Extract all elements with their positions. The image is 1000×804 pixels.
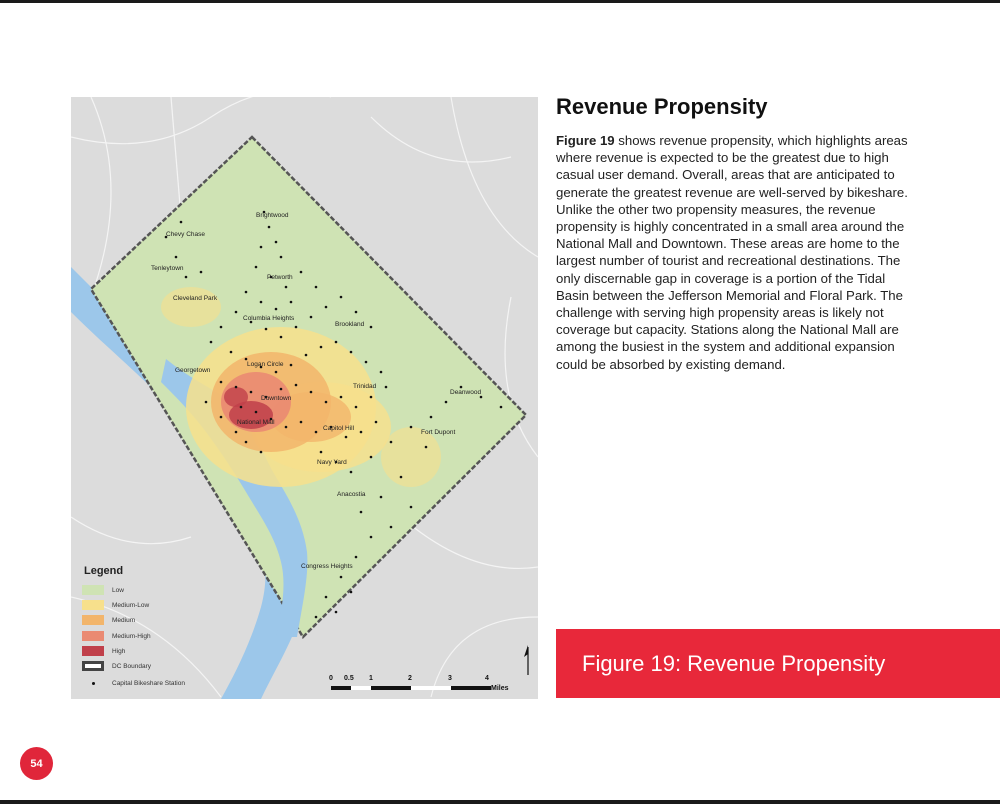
label-cleveland-park: Cleveland Park [173,295,218,302]
north-arrow-icon [524,645,528,675]
label-georgetown: Georgetown [175,367,211,374]
legend-swatch [82,646,104,656]
legend-swatch [82,615,104,625]
label-navy-yard: Navy Yard [317,459,347,466]
label-logan-circle: Logan Circle [247,361,284,368]
legend-item-high [82,645,125,657]
figure-caption-box [556,629,1000,698]
legend-item-bikeshare-station [82,677,185,689]
label-congress-heights: Congress Heights [301,563,353,570]
legend-label: Medium-High [112,632,151,640]
scale-tick-0-5: 0.5 [344,675,354,682]
station-dot-icon [82,678,104,688]
section-title: Revenue Propensity [556,94,768,119]
legend-title: Legend [84,565,124,577]
legend-item-low [82,584,124,596]
legend-item-medium [82,614,135,626]
scale-tick-2: 2 [408,675,412,682]
figure-reference: Figure 19 [556,133,615,148]
legend-item-medium-low [82,599,149,611]
scale-tick-1: 1 [369,675,373,682]
legend-label: Medium-Low [112,601,150,609]
page-number-badge: 54 [20,747,53,780]
bottom-rule [0,800,1000,804]
legend-label: Capital Bikeshare Station [112,679,185,687]
label-chevy-chase: Chevy Chase [166,231,206,238]
label-capitol-hill: Capitol Hill [323,425,355,432]
label-columbia-heights: Columbia Heights [243,315,295,322]
scale-unit: Miles [491,685,509,692]
label-downtown: Downtown [261,395,292,402]
legend-swatch [82,631,104,641]
label-tenleytown: Tenleytown [151,265,184,272]
figure-caption: Figure 19: Revenue Propensity [582,651,886,676]
label-deanwood: Deanwood [450,389,482,396]
legend-swatch [82,661,104,671]
label-brightwood: Brightwood [256,212,289,219]
label-national-mall: National Mall [237,419,275,426]
body-paragraph [556,132,918,373]
scale-tick-0: 0 [329,675,333,682]
scale-tick-4: 4 [485,675,489,682]
label-fort-dupont: Fort Dupont [421,429,456,436]
legend-item-dc-boundary [82,660,151,672]
label-brookland: Brookland [335,321,365,328]
label-trinidad: Trinidad [353,383,377,390]
legend-item-medium-high [82,630,151,642]
legend-swatch [82,585,104,595]
scale-tick-3: 3 [448,675,452,682]
label-anacostia: Anacostia [337,491,366,498]
legend-label: High [112,647,126,655]
label-petworth: Petworth [267,274,293,281]
legend-swatch [82,600,104,610]
legend-label: Low [112,586,124,594]
top-rule [0,0,1000,3]
scale-bar [331,686,491,690]
legend-label: DC Boundary [112,662,152,670]
legend-label: Medium [112,616,136,624]
body-text: shows revenue propensity, which highlights areas where revenue is expected to be the greatest due to high casual user demand. Overall, areas that are anticipated to generate the greatest revenue are well-served by bikeshare. Unlike the other two propensity measures, the revenue propensity is highly concentrated in a small area around the National Mall and Downtown. These areas are home to the largest number of tourist and recreational destinations. The only discernable gap in coverage is a portion of the Tidal Basin between the Jefferson Memorial and Floral Park. The challenge with serving high propensity areas is likely not coverage but capacity. Stations along the National Mall are among the busiest in the system and additional expansion could be absorbed by existing demand. [556,133,908,372]
